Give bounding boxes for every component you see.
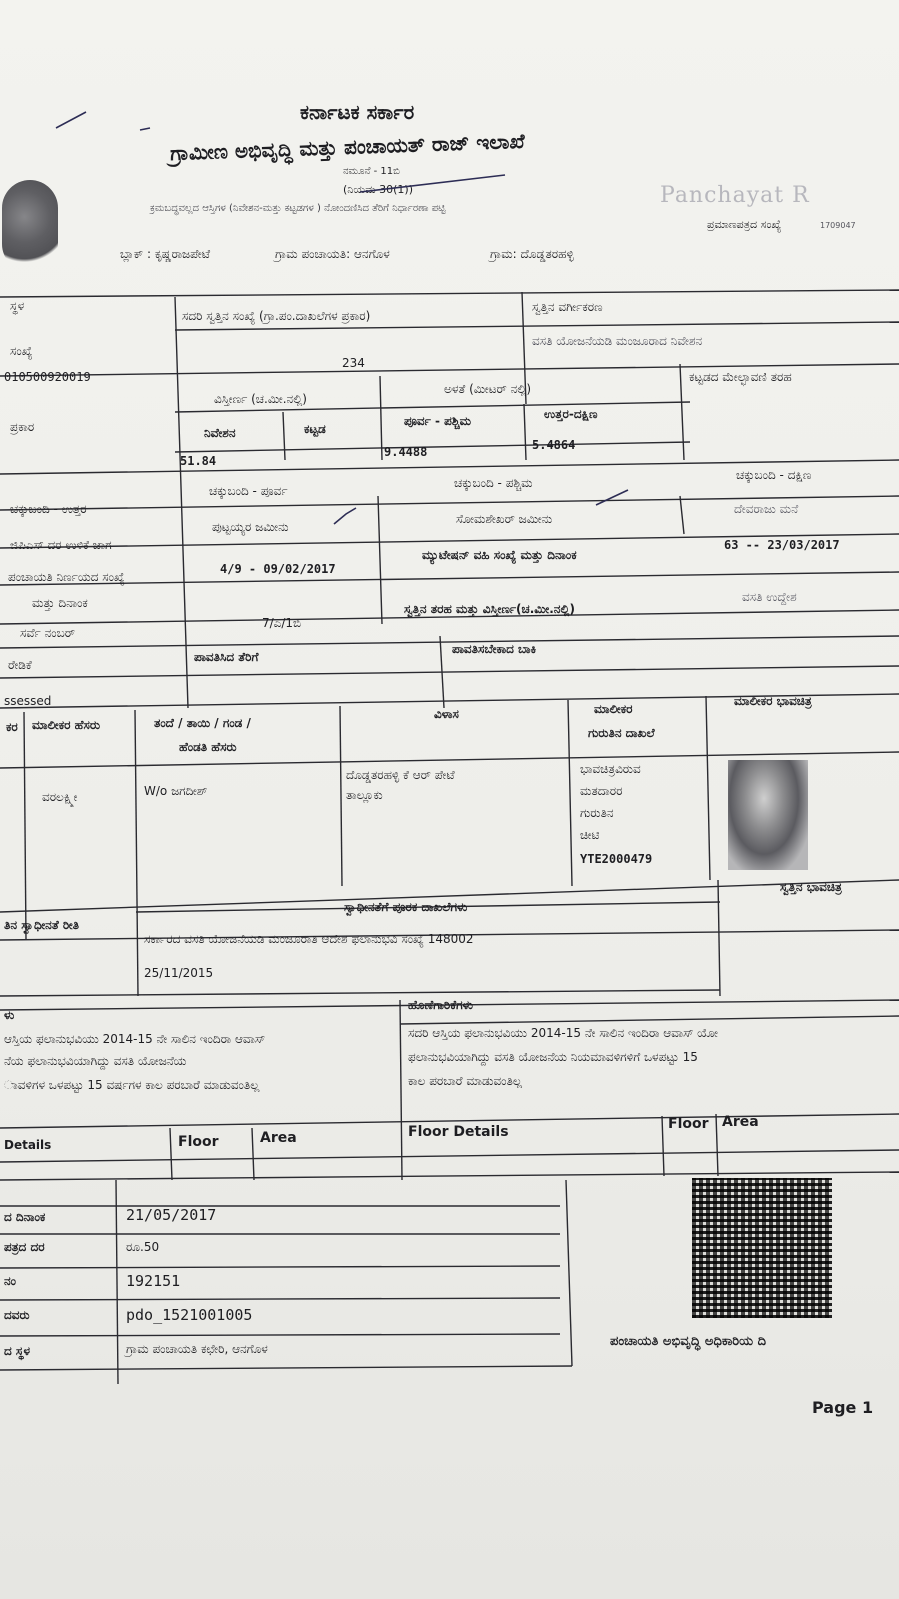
block-label: ಬ್ಲಾಕ್ : ಕೃಷ್ಣರಾಜಪೇಟೆ: [120, 247, 211, 261]
label-east-west: ಪೂರ್ವ - ಪಶ್ಚಿಮ: [404, 414, 472, 428]
document-subtitle: ಕ್ರಮಬದ್ಧವಲ್ಲದ ಆಸ್ತಿಗಳ (ನಿವೇಶನ-ಮತ್ತು ಕಟ್ಟಡಗಳ ) ನೋಂದಣಿಸಿದ ತೆರಿಗೆ ನಿರ್ಧಾರಣಾ ಪಟ್ಟಿ: [150, 203, 446, 214]
rule-reference: (ನಿಯಮ 30(1)): [343, 183, 414, 196]
label-building-type: ಕಟ್ಟಡದ ಮೇಲ್ಛಾವಣಿ ತರಹ: [689, 370, 792, 384]
remarks-left-line-2: ನೆಯ ಫಲಾನುಭವಿಯಾಗಿದ್ದು ವಸತಿ ಯೋಜನೆಯ: [4, 1054, 187, 1068]
boundary-south-value: ದೇವರಾಜು ಮನೆ: [734, 502, 799, 516]
certificate-number: 1709047: [820, 221, 856, 230]
remarks-right-line-2: ಫಲಾನುಭವಿಯಾಗಿದ್ದು ವಸತಿ ಯೋಜನೆಯ ನಿಯಮಾವಳಿಗಳಿಗೆ ಒಳಪಟ್ಟು 15: [408, 1050, 698, 1064]
survey-number-value: 7/ಎ/1ಬಿ: [262, 616, 302, 630]
label-remarks-partial: ಳು: [4, 1008, 15, 1022]
label-address: ವಿಳಾಸ: [434, 707, 459, 721]
floor-details-header-right: Floor Details: [408, 1124, 509, 1140]
label-owner-serial: ಕರ: [6, 720, 18, 734]
label-area-sqm: ವಿಸ್ತೀರ್ಣ (ಚ.ಮೀ.ನಲ್ಲಿ): [214, 392, 307, 406]
label-property-classification: ಸ್ವತ್ತಿನ ವರ್ಗೀಕರಣ: [532, 300, 603, 314]
boundary-east-value: ಪುಟ್ಟಯ್ಯರ ಜಮೀನು: [212, 520, 289, 534]
owner-id-line-1: ಭಾವಚಿತ್ರವಿರುವ: [580, 762, 641, 776]
label-tax-due: ಪಾವತಿಸಬೇಕಾದ ಬಾಕಿ: [452, 642, 537, 656]
label-north-south: ಉತ್ತರ-ದಕ್ಷಿಣ: [544, 407, 598, 421]
label-mutation: ಮ್ಯುಟೇಷನ್ ವಹಿ ಸಂಖ್ಯೆ ಮತ್ತು ದಿನಾಂಕ: [422, 548, 577, 562]
owner-name-value: ವರಲಕ್ಷ್ಮೀ: [42, 790, 78, 804]
label-assessed-partial: ssessed: [4, 694, 52, 708]
label-spouse-name: ಹೆಂಡತಿ ಹೆಸರು: [179, 740, 237, 754]
label-property-type-area: ಸ್ವತ್ತಿನ ತರಹ ಮತ್ತು ವಿಸ್ತೀರ್ಣ(ಚ.ಮೀ.ನಲ್ಲಿ): [404, 602, 576, 616]
area-header-right: Area: [722, 1114, 759, 1130]
label-ownership-method: ತಿನ ಸ್ವಾಧೀನತೆ ರೀತಿ: [4, 918, 80, 932]
property-id-value: 010500920019: [4, 370, 91, 384]
boundary-west-value: ಸೋಮಶೇಖರ್ ಜಮೀನು: [456, 512, 553, 526]
state-government-title: ಕರ್ನಾಟಕ ಸರ್ಕಾರ: [300, 100, 415, 124]
label-issue-date: ದ ದಿನಾಂಕ: [4, 1210, 46, 1224]
ownership-doc-date: 25/11/2015: [144, 966, 214, 980]
label-property-photo: ಸ್ವತ್ತಿನ ಭಾವಚಿತ್ರ: [780, 880, 842, 894]
floor-header-right: Floor: [668, 1116, 709, 1132]
property-number-value: 234: [342, 356, 365, 370]
remarks-left-line-1: ಆಸ್ತಿಯ ಫಲಾನುಭವಿಯು 2014-15 ನೇ ಸಾಲಿನ ಇಂದಿರಾ ಆವಾಸ್: [4, 1032, 266, 1046]
owner-id-line-4: ಚೀಟಿ: [580, 828, 600, 842]
mutation-value: 63 -- 23/03/2017: [724, 538, 840, 552]
label-issue-place: ದ ಸ್ಥಳ: [4, 1344, 31, 1358]
label-father-mother: ತಂದೆ / ತಾಯಿ / ಗಂಡ /: [154, 716, 251, 730]
department-title: ಗ್ರಾಮೀಣ ಅಭಿವೃದ್ಧಿ ಮತ್ತು ಪಂಚಾಯತ್ ರಾಜ್ ಇಲಾಖೆ: [169, 128, 526, 166]
label-ownership-docs: ಸ್ವಾಧೀನತೆಗೆ ಪೂರಕ ದಾಖಲೆಗಳು: [344, 900, 468, 914]
owner-address-line-2: ತಾಲ್ಲೂಕು: [346, 788, 383, 802]
ownership-doc-value: ಸರ್ಕಾರದ ವಸತಿ ಯೋಜನೆಯಡಿ ಮಂಜೂರಾತಿ ಆದೇಶ ಫಲಾನುಭವಿ ಸಂಖ್ಯೆ 148002: [144, 932, 474, 946]
issued-by-value: pdo_1521001005: [126, 1306, 253, 1324]
property-classification-value: ವಸತಿ ಯೋಜನೆಯಡಿ ಮಂಜೂರಾದ ನಿವೇಶನ: [532, 334, 703, 348]
page-number: Page 1: [812, 1398, 874, 1417]
certificate-number-label: ಪ್ರಮಾಣಪತ್ರದ ಸಂಖ್ಯೆ: [707, 218, 782, 231]
label-boundary-west: ಚಕ್ಕುಬಂದಿ - ಪಶ್ಚಿಮ: [454, 476, 533, 490]
floor-header-left: Floor: [178, 1134, 219, 1150]
label-receipt-number: ನಂ: [4, 1274, 16, 1288]
label-owner-id: ಮಾಲೀಕರ: [594, 702, 633, 716]
label-survey-number: ಸರ್ವೆ ನಂಬರ್: [20, 626, 75, 640]
remarks-right-line-3: ಕಾಲ ಪರಬಾರೆ ಮಾಡುವಂತಿಲ್ಲ: [408, 1074, 523, 1088]
label-property-number: ಸದರಿ ಸ್ವತ್ತಿನ ಸಂಖ್ಯೆ (ಗ್ರಾ.ಪಂ.ದಾಖಲೆಗಳ ಪ್ರಕಾರ): [182, 309, 371, 323]
label-obligations: ಹೊಣೆಗಾರಿಕೆಗಳು: [408, 998, 473, 1012]
label-boundary-east: ಚಕ್ಕುಬಂದಿ - ಪೂರ್ವ: [209, 484, 288, 498]
issue-place-value: ಗ್ರಾಮ ಪಂಚಾಯತಿ ಕಛೇರಿ, ಆನಗೊಳ: [126, 1342, 268, 1356]
qr-code: [692, 1178, 832, 1318]
label-owner-name: ಮಾಲೀಕರ ಹೆಸರು: [32, 718, 101, 732]
label-number-partial: ಸಂಖ್ಯೆ: [10, 344, 33, 358]
label-survey-partial: ಜಿಪಿಎಸ್ ದರ ಉಳಿಕೆ ಜಾಗ: [10, 538, 112, 552]
label-type-partial: ಪ್ರಕಾರ: [10, 420, 35, 434]
floor-details-header-left: Details: [4, 1138, 52, 1152]
owner-id-line-3: ಗುರುತಿನ: [580, 806, 614, 820]
property-type-area-value: ವಸತಿ ಉದ್ದೇಶ: [742, 590, 797, 604]
label-measurement-m: ಅಳತೆ (ಮೀಟರ್ ನಲ್ಲಿ): [444, 382, 532, 396]
label-boundary-south: ಚಕ್ಕುಬಂದಿ - ದಕ್ಷಿಣ: [736, 468, 812, 482]
form-number: ನಮೂನೆ - 11ಬಿ: [343, 166, 400, 177]
label-and-date: ಮತ್ತು ದಿನಾಂಕ: [32, 596, 88, 610]
pdo-signature-label: ಪಂಚಾಯತಿ ಅಭಿವೃದ್ಧಿ ಅಧಿಕಾರಿಯ ದಿ: [610, 1334, 766, 1349]
east-west-value: 9.4488: [384, 445, 428, 459]
fee-value: ರೂ.50: [126, 1240, 160, 1254]
village-label: ಗ್ರಾಮ: ದೊಡ್ಡತರಹಳ್ಳಿ: [490, 247, 574, 261]
receipt-number-value: 192151: [126, 1272, 181, 1290]
label-building: ಕಟ್ಟಡ: [304, 422, 326, 436]
remarks-right-line-1: ಸದರಿ ಆಸ್ತಿಯ ಫಲಾನುಭವಿಯು 2014-15 ನೇ ಸಾಲಿನ ಇಂದಿರಾ ಆವಾಸ್ ಯೋ: [408, 1026, 718, 1040]
label-owner-photo: ಮಾಲೀಕರ ಭಾವಚಿತ್ರ: [734, 694, 812, 708]
area-header-left: Area: [260, 1130, 297, 1146]
label-village-partial: ಸ್ಥಳ: [10, 299, 25, 313]
label-panchayat-resolution: ಪಂಚಾಯತಿ ನಿರ್ಣಯದ ಸಂಖ್ಯೆ: [8, 570, 125, 584]
label-tax-partial: ರೇಡಿಕೆ: [8, 658, 32, 672]
relation-name-value: W/o ಜಗದೀಶ್: [144, 784, 208, 798]
label-site: ನಿವೇಶನ: [204, 426, 236, 440]
owner-address-line-1: ದೊಡ್ಡತರಹಳ್ಳಿ ಕೆ ಆರ್ ಪೇಟೆ: [346, 768, 455, 782]
voter-id-value: YTE2000479: [580, 852, 653, 866]
label-issued-by: ದವರು: [4, 1308, 30, 1322]
remarks-left-line-3: ಾವಳಿಗಳ ಒಳಪಟ್ಟು 15 ವರ್ಷಗಳ ಕಾಲ ಪರಬಾರೆ ಮಾಡುವಂತಿಲ್ಲ: [4, 1078, 260, 1092]
label-tax-paid: ಪಾವತಿಸಿದ ತೆರಿಗೆ: [194, 650, 259, 664]
site-area-value: 51.84: [180, 454, 217, 468]
north-south-value: 5.4864: [532, 438, 576, 452]
owner-photo: [728, 760, 808, 870]
issue-date-value: 21/05/2017: [126, 1206, 217, 1224]
gram-panchayat-label: ಗ್ರಾಮ ಪಂಚಾಯತಿ: ಆನಗೊಳ: [275, 247, 390, 261]
watermark-text: Panchayat R: [660, 183, 810, 208]
owner-id-line-2: ಮತದಾರರ: [580, 784, 623, 798]
panchayat-resolution-value: 4/9 - 09/02/2017: [220, 562, 336, 576]
label-boundary-north: ಚಕ್ಕುಬಂದಿ - ಉತ್ತರ: [10, 502, 87, 516]
label-owner-id-2: ಗುರುತಿನ ದಾಖಲೆ: [588, 726, 655, 740]
label-fee: ಪತ್ರದ ದರ: [4, 1240, 45, 1254]
